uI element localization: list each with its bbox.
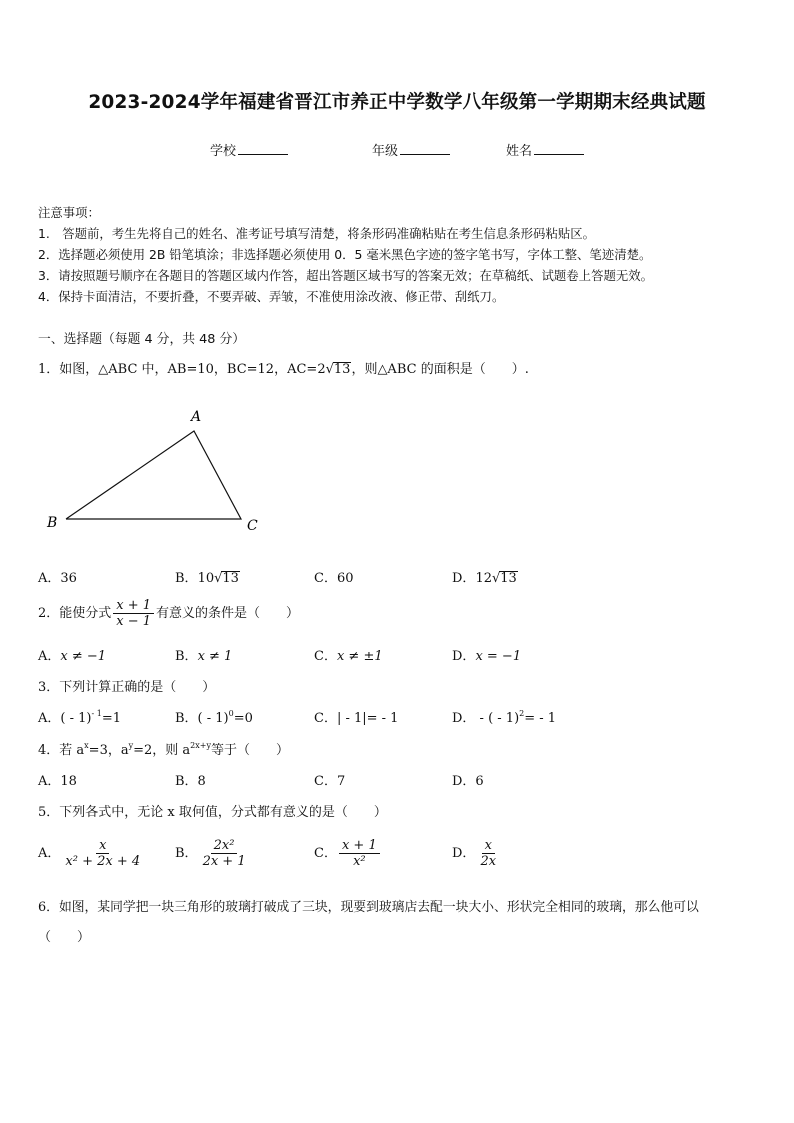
- q1-ac-radicand: 13: [333, 362, 351, 377]
- q3-option-a-rest: =1: [101, 711, 121, 726]
- question-4: [38, 739, 289, 758]
- q4-exponent-2: y: [128, 741, 134, 750]
- q3-option-a-base: A．( - 1): [38, 711, 92, 726]
- q5-option-c-label: C．: [314, 846, 337, 861]
- q4-exponent-3: 2x+y: [190, 741, 211, 750]
- q2-option-c[interactable]: [314, 645, 383, 664]
- q2-option-a-label: A．: [38, 649, 61, 664]
- school-field: [210, 140, 288, 159]
- q3-option-a[interactable]: [38, 707, 121, 726]
- vertex-label-b: B: [47, 515, 58, 531]
- q5-option-b-label: B．: [175, 846, 198, 861]
- sqrt-symbol: √: [491, 571, 501, 586]
- q3-option-d-exponent: 2: [519, 709, 525, 718]
- name-blank: [534, 142, 584, 155]
- q1-ac-coef: 2: [317, 362, 326, 377]
- q5-option-d[interactable]: [452, 838, 501, 869]
- q1-option-d-radicand: 13: [500, 571, 517, 586]
- q5-option-a-label: A．: [38, 846, 61, 861]
- vertex-label-c: C: [247, 518, 258, 534]
- question-6-line-1: 6．如图，某同学把一块三角形的玻璃打破成了三块，现要到玻璃店去配一块大小、形状完全相同的玻璃，那么他可以: [38, 900, 699, 915]
- q2-option-d[interactable]: [452, 645, 521, 664]
- question-5: 5．下列各式中，无论 x 取何值，分式都有意义的是（ ）: [38, 805, 387, 820]
- q2-numerator: x + 1: [113, 598, 154, 614]
- q5-option-c-fraction: [339, 838, 380, 869]
- q1-option-d[interactable]: [452, 567, 518, 586]
- q3-option-b[interactable]: [175, 707, 253, 726]
- q2-option-a-expr: x ≠ −1: [60, 649, 107, 664]
- q4-option-b[interactable]: B．8: [175, 774, 206, 789]
- name-field: [506, 140, 584, 159]
- note-item: 4．保持卡面清洁，不要折叠，不要弄破、弄皱，不准使用涂改液、修正带、刮纸刀。: [38, 289, 505, 304]
- q5-option-c-denominator: x²: [353, 854, 366, 869]
- vertex-label-a: A: [191, 409, 202, 425]
- q5-option-c-numerator: x + 1: [339, 838, 380, 854]
- q4-part-1: 4．若 a: [38, 743, 85, 758]
- q2-option-a[interactable]: [38, 645, 106, 664]
- question-1: [38, 358, 529, 377]
- question-3: 3．下列计算正确的是（ ）: [38, 680, 216, 695]
- q2-suffix: 有意义的条件是（ ）: [156, 606, 300, 621]
- q5-option-d-label: D．: [452, 846, 476, 861]
- q3-option-b-exponent: 0: [228, 709, 234, 718]
- q3-option-c[interactable]: C．| - 1|= - 1: [314, 711, 399, 726]
- q4-part-3: =2，则 a: [133, 743, 191, 758]
- q5-option-b-fraction: [200, 838, 249, 869]
- q1-option-d-coef: 12: [475, 571, 492, 586]
- notes-heading: 注意事项：: [38, 205, 100, 220]
- sqrt-symbol: √: [214, 571, 223, 586]
- school-label: 学校: [210, 144, 237, 159]
- q3-option-d-base: D． - ( - 1): [452, 711, 520, 726]
- q1-option-b-radicand: 13: [222, 571, 239, 586]
- q5-option-b[interactable]: [175, 838, 251, 869]
- q2-denominator: x − 1: [116, 614, 152, 629]
- q2-option-b-expr: x ≠ 1: [197, 649, 233, 664]
- q3-option-b-base: B．( - 1): [175, 711, 229, 726]
- triangle-figure: [40, 400, 270, 540]
- q5-option-b-denominator: 2x + 1: [202, 854, 246, 869]
- school-blank: [238, 142, 288, 155]
- q2-option-d-expr: x = −1: [475, 649, 522, 664]
- q2-fraction: [113, 598, 154, 629]
- q2-option-c-label: C．: [314, 649, 337, 664]
- q1-option-a[interactable]: A．36: [38, 571, 77, 586]
- q5-option-d-numerator: x: [482, 838, 495, 854]
- grade-field: [372, 140, 450, 159]
- name-label: 姓名: [506, 144, 533, 159]
- q1-option-b-coef: 10: [197, 571, 215, 586]
- q1-option-d-label: D．: [452, 571, 476, 586]
- question-6-line-2: （ ）: [38, 930, 91, 945]
- question-2: [38, 598, 299, 629]
- q5-option-a-fraction: [62, 838, 143, 869]
- section-heading: 一、选择题（每题 4 分，共 48 分）: [38, 332, 246, 347]
- q1-option-c[interactable]: C．60: [314, 571, 354, 586]
- q5-option-d-fraction: [477, 838, 499, 869]
- q4-option-d[interactable]: D．6: [452, 774, 484, 789]
- q1-text-before: 1．如图，△ABC 中，AB=10，BC=12，AC=: [38, 362, 318, 377]
- grade-blank: [400, 142, 450, 155]
- grade-label: 年级: [372, 144, 399, 159]
- q4-option-a[interactable]: A．18: [38, 774, 77, 789]
- q5-option-a-denominator: x² + 2x + 4: [65, 854, 141, 869]
- note-item: 3．请按照题号顺序在各题目的答题区域内作答，超出答题区域书写的答案无效；在草稿纸、试题卷上答题无效。: [38, 268, 654, 283]
- q2-option-b[interactable]: [175, 645, 232, 664]
- page-title: 2023-2024学年福建省晋江市养正中学数学八年级第一学期期末经典试题: [88, 92, 706, 113]
- q3-option-d[interactable]: [452, 707, 556, 726]
- q5-option-a-numerator: x: [96, 838, 109, 854]
- q3-option-d-rest: = - 1: [524, 711, 557, 726]
- q4-exponent-1: x: [84, 741, 89, 750]
- q2-option-b-label: B．: [175, 649, 198, 664]
- q1-text-after: ，则△ABC 的面积是（ ）.: [351, 362, 529, 377]
- q5-option-a[interactable]: [38, 838, 145, 869]
- q4-part-2: =3，a: [88, 743, 129, 758]
- q5-option-b-numerator: 2x²: [211, 838, 238, 854]
- q4-part-4: 等于（ ）: [211, 743, 290, 758]
- q2-option-c-expr: x ≠ ±1: [336, 649, 383, 664]
- q2-prefix: 2．能使分式: [38, 606, 112, 621]
- q5-option-c[interactable]: [314, 838, 382, 869]
- note-item: 2．选择题必须使用 2B 铅笔填涂；非选择题必须使用 0．5 毫米黑色字迹的签字笔书写，字体工整、笔迹清楚。: [38, 247, 652, 262]
- q4-option-c[interactable]: C．7: [314, 774, 346, 789]
- q1-option-b-label: B．: [175, 571, 198, 586]
- q1-option-b[interactable]: [175, 567, 240, 586]
- q3-option-a-exponent: - 1: [91, 709, 102, 718]
- triangle-abc: [66, 431, 241, 519]
- q2-option-d-label: D．: [452, 649, 476, 664]
- sqrt-symbol: √: [325, 362, 334, 377]
- q3-option-b-rest: =0: [233, 711, 253, 726]
- q5-option-d-denominator: 2x: [480, 854, 497, 869]
- note-item: 1. 答题前，考生先将自己的姓名、准考证号填写清楚，将条形码准确粘贴在考生信息条形码粘贴区。: [38, 226, 596, 241]
